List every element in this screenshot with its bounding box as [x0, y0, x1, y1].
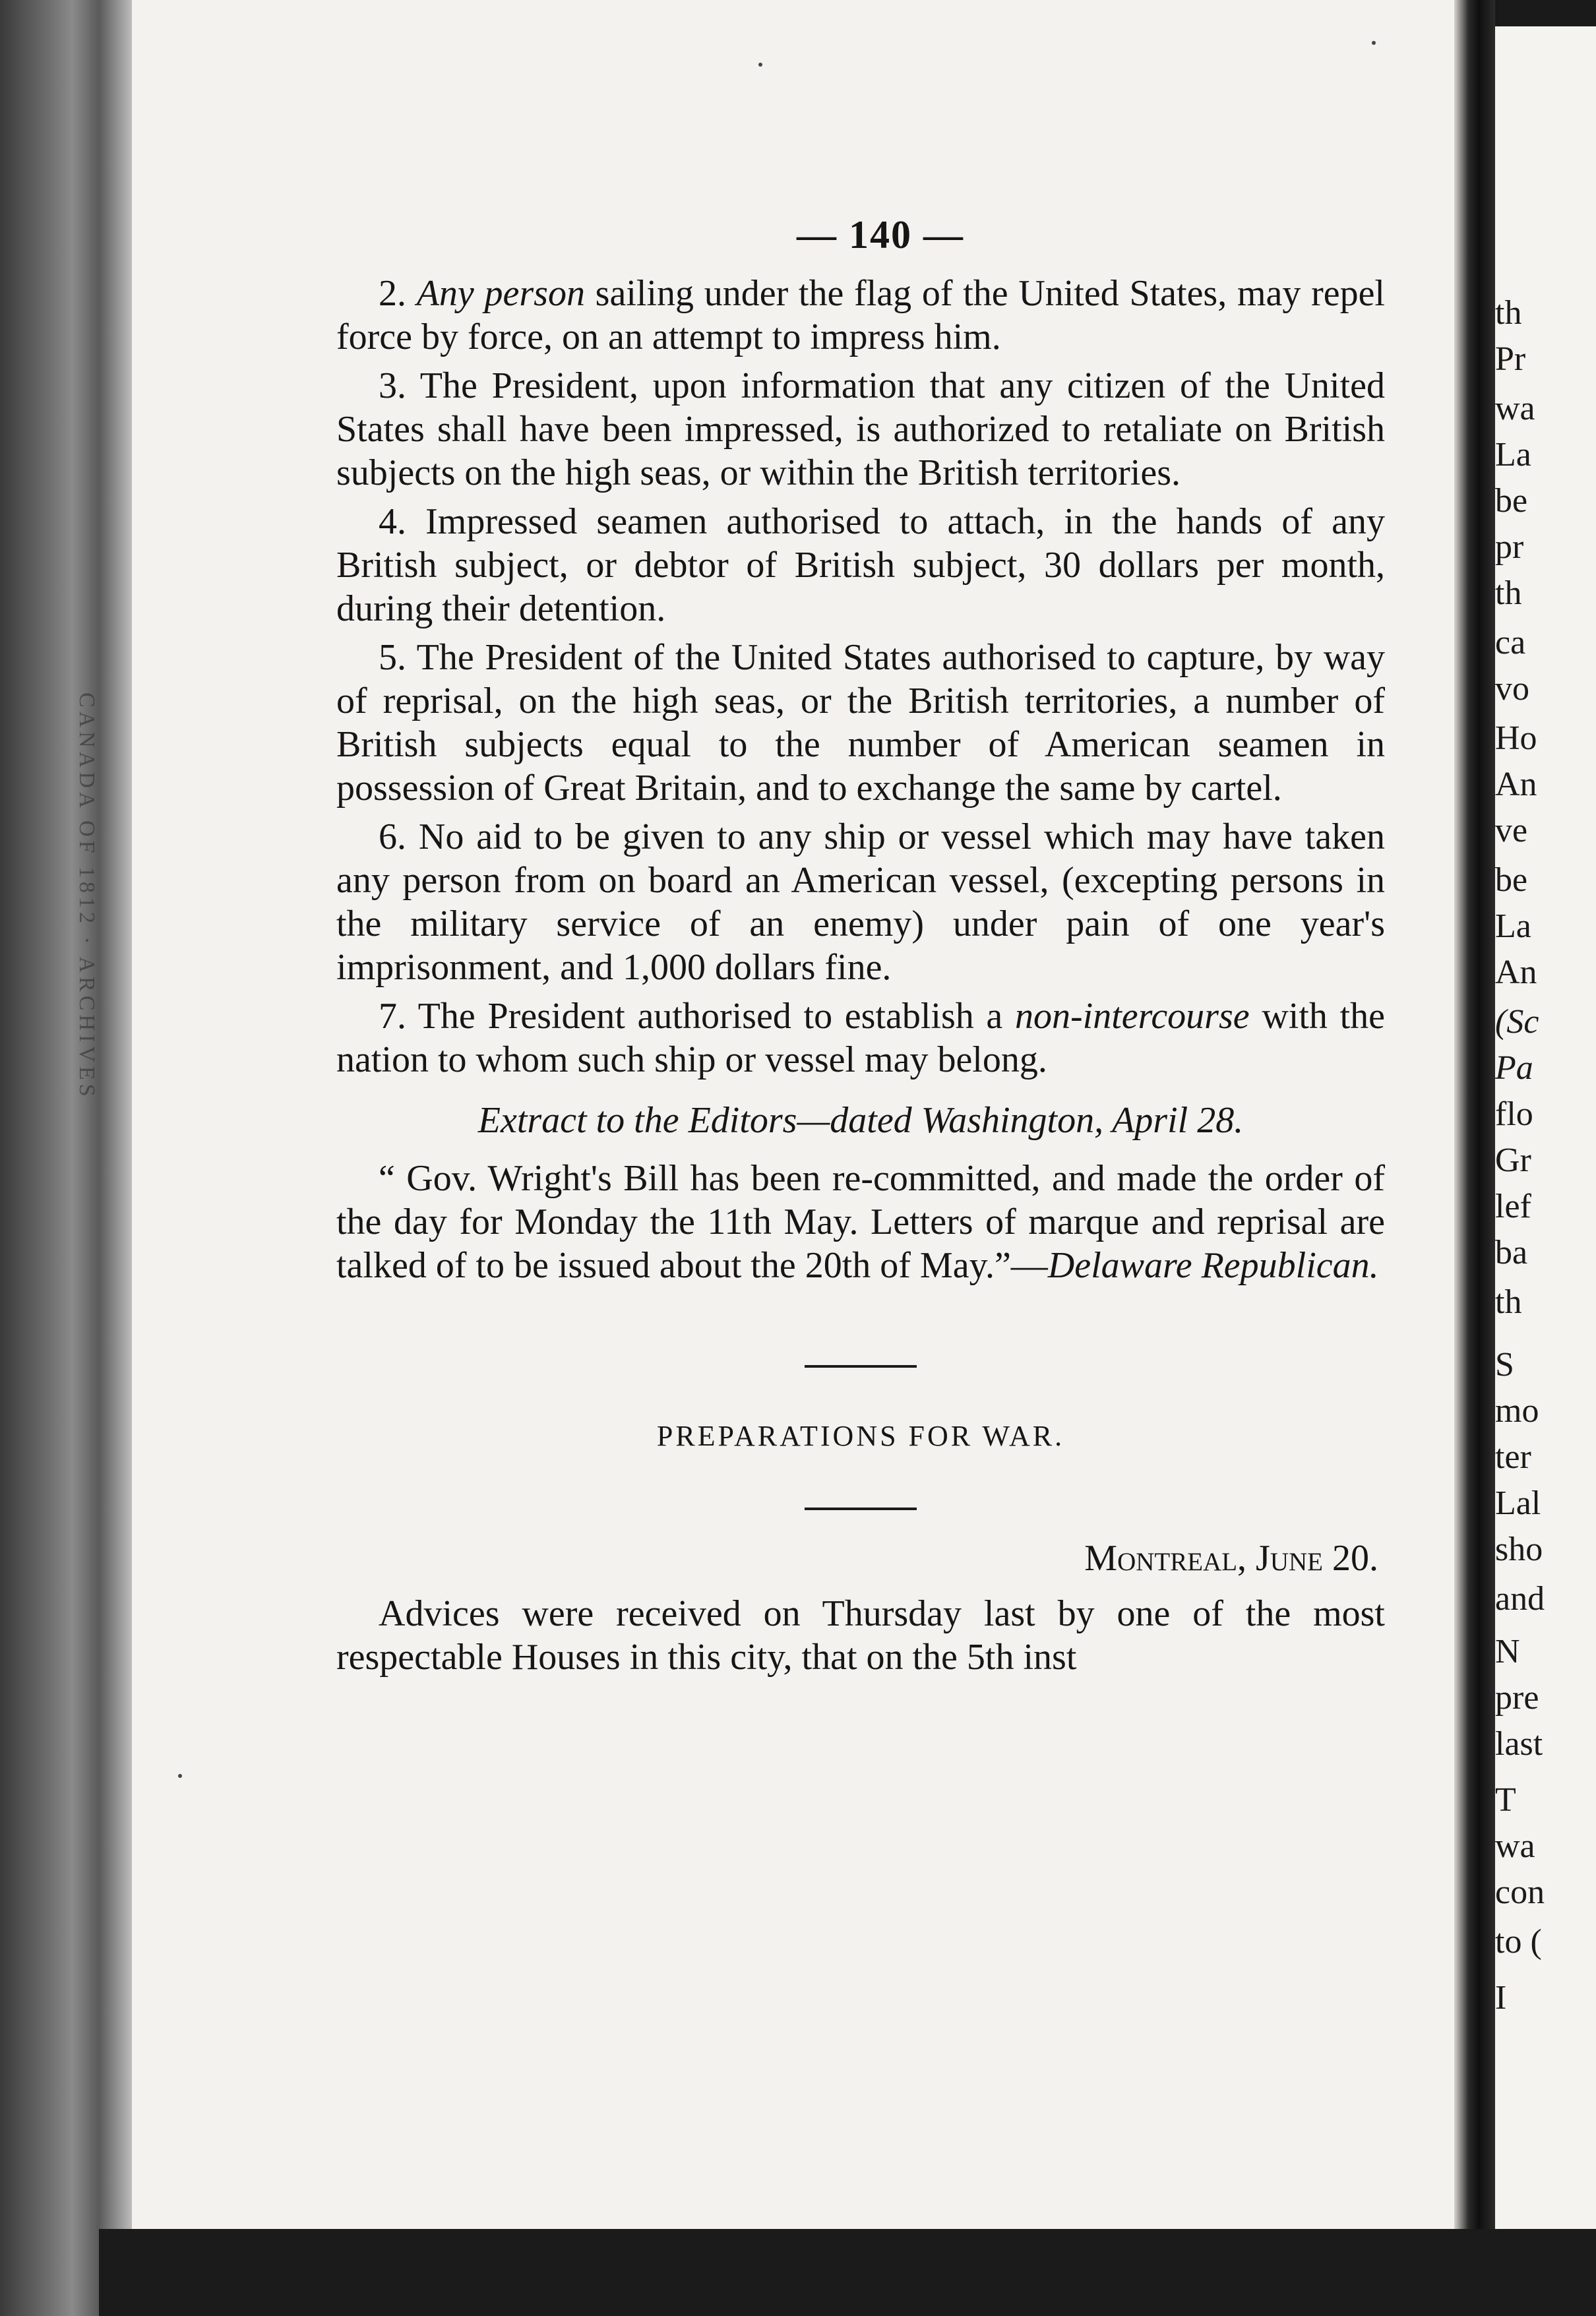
adjacent-page-fragment: flo: [1495, 1095, 1533, 1133]
adjacent-page-fragment: ve: [1495, 812, 1528, 849]
quote-paragraph: “ Gov. Wright's Bill has been re-committed, and made the order of the day for Monday the 11th May. Letters of marque and reprisal are talked of to be issued about the 20th of May.”—Delaware Republican.: [336, 1158, 1385, 1286]
adjacent-page-fragment: to (: [1495, 1923, 1542, 1961]
adjacent-page-fragment: S: [1495, 1346, 1514, 1384]
adjacent-page-fragment: T: [1495, 1781, 1516, 1819]
adjacent-page-fragment: be: [1495, 482, 1528, 520]
page-gutter: [1454, 0, 1495, 2255]
adjacent-page-fragment: vo: [1495, 670, 1529, 708]
adjacent-page-fragment: wa: [1495, 390, 1535, 427]
adjacent-page-fragment: N: [1495, 1633, 1520, 1670]
adjacent-page-fragment: lef: [1495, 1188, 1531, 1225]
paper-speck: [1372, 41, 1376, 45]
adjacent-page-fragment: pre: [1495, 1679, 1539, 1717]
adjacent-page-fragment: th: [1495, 1283, 1522, 1321]
book-binding: [0, 0, 132, 2316]
adjacent-page-fragment: last: [1495, 1725, 1543, 1763]
adjacent-page-fragment: mo: [1495, 1392, 1539, 1430]
paragraph-item-5: 5. The President of the United States authorised to capture, by way of reprisal, on the high seas, or the British territories, a number of British subjects equal to the number of American seamen in possession of Great Britain, and to exchange the same by cartel.: [336, 637, 1385, 808]
adjacent-page-edge: [1495, 26, 1596, 2249]
adjacent-page-fragment: ba: [1495, 1234, 1528, 1271]
page-number: — 140 —: [797, 213, 964, 257]
dateline: Montreal, June 20.: [1084, 1538, 1378, 1579]
scan-bottom-edge: [99, 2229, 1596, 2316]
adjacent-page-fragment: Lal: [1495, 1484, 1541, 1522]
adjacent-page-fragment: th: [1495, 574, 1522, 612]
adjacent-page-fragment: con: [1495, 1874, 1545, 1911]
paragraph-item-7: 7. The President authorised to establish a non-intercourse with the nation to whom such ship or vessel may belong.: [336, 996, 1385, 1080]
adjacent-page-fragment: Pa: [1495, 1049, 1533, 1087]
adjacent-page-fragment: be: [1495, 861, 1528, 899]
paragraph-item-4: 4. Impressed seamen authorised to attach, in the hands of any British subject, or debtor of British subject, 30 dollars per month, during their detention.: [336, 501, 1385, 629]
adjacent-page-fragment: pr: [1495, 528, 1524, 566]
paragraph-item-6: 6. No aid to be given to any ship or vessel which may have taken any person from on board an American vessel, (excepting persons in the military service of an enemy) under pain of one year's imprisonment, and 1,000 dollars fine.: [336, 816, 1385, 988]
paragraph-item-2: 2. Any person sailing under the flag of the United States, may repel force by force, on an attempt to impress him.: [336, 273, 1385, 357]
adjacent-page-fragment: wa: [1495, 1827, 1535, 1865]
adjacent-page-fragment: ter: [1495, 1438, 1531, 1476]
paragraph-item-3: 3. The President, upon information that any citizen of the United States shall have been impressed, is authorized to retaliate on British subjects on the high seas, or within the British territories.: [336, 365, 1385, 493]
text-column: [336, 212, 1385, 1684]
paper-speck: [178, 1774, 182, 1778]
adjacent-page-fragment: Ho: [1495, 719, 1537, 757]
adjacent-page-fragment: La: [1495, 436, 1531, 473]
adjacent-page-fragment: La: [1495, 907, 1531, 945]
adjacent-page-fragment: Pr: [1495, 340, 1526, 378]
extract-heading: Extract to the Editors—dated Washington, April 28.: [477, 1100, 1244, 1141]
binding-stamp-text: CANADA OF 1812 · ARCHIVES: [75, 692, 99, 1101]
adjacent-page-fragment: I: [1495, 1979, 1507, 2017]
section-heading: PREPARATIONS FOR WAR.: [656, 1420, 1065, 1452]
adjacent-page-fragment: and: [1495, 1580, 1545, 1618]
closing-paragraph: Advices were received on Thursday last by one of the most respectable Houses in this city, that on the 5th inst: [336, 1593, 1385, 1678]
paper-speck: [758, 63, 762, 67]
adjacent-page-fragment: Gr: [1495, 1142, 1531, 1179]
adjacent-page-fragment: ca: [1495, 624, 1526, 661]
adjacent-page-fragment: An: [1495, 954, 1537, 991]
adjacent-page-fragment: (Sc: [1495, 1003, 1539, 1041]
adjacent-page-fragment: An: [1495, 766, 1537, 803]
adjacent-page-fragment: th: [1495, 294, 1522, 332]
adjacent-page-fragment: sho: [1495, 1531, 1543, 1568]
